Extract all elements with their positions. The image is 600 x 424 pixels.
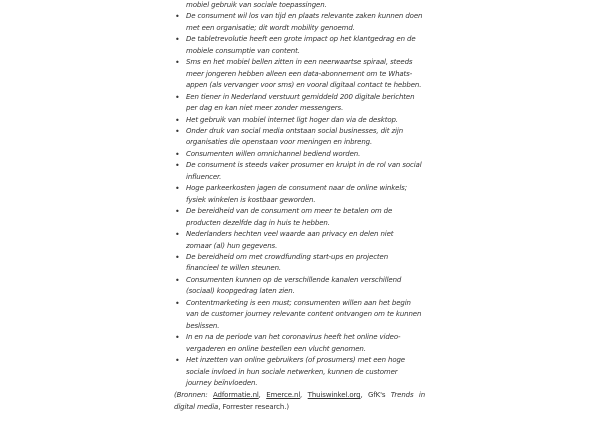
list-item: • De bereidheid om met crowdfunding start-ups en projecten financieel te willen steunen. xyxy=(174,252,425,275)
list-item-continuation: mobiel gebruik van sociale toepassingen. xyxy=(186,1,327,9)
sources-italic-title: Trends in digital media xyxy=(174,391,426,411)
sources-separator: , xyxy=(258,391,267,400)
sources-middle: , GfK's xyxy=(360,391,391,400)
sources-prefix: (Bronnen: xyxy=(174,391,213,400)
text-column xyxy=(174,0,425,413)
list-item: • De bereidheid van de consument om meer te betalen om de producten dezelfde dag in huis te hebben. xyxy=(174,206,425,229)
list-item: • De consument is steeds vaker prosumer en kruipt in de rol van social influencer. xyxy=(174,160,425,183)
list-item: • De consument wil los van tijd en plaats relevante zaken kunnen doen met een organisatie; dit wordt mobility genoemd. xyxy=(174,11,425,34)
list-item: • Het inzetten van online gebruikers (of prosumers) met een hoge sociale invloed in hun sociale netwerken, kunnen de customer journey beïnvloeden. xyxy=(174,355,425,389)
list-item: • Consumenten willen omnichannel bediend worden. xyxy=(174,149,425,160)
list-item: • De tabletrevolutie heeft een grote impact op het klantgedrag en de mobiele consumptie van content. xyxy=(174,34,425,57)
bullet-list xyxy=(174,0,425,389)
list-item: • Consumenten kunnen op de verschillende kanalen verschillend (sociaal) koopgedrag laten zien. xyxy=(174,275,425,298)
sources-suffix: , Forrester research.) xyxy=(218,402,289,411)
sources-paragraph xyxy=(174,390,425,413)
adformatie-link[interactable]: Adformatie.nl xyxy=(212,391,259,400)
list-item: • Contentmarketing is een must; consumenten willen aan het begin van de customer journey relevante content ontvangen om te kunnen beslissen. xyxy=(174,298,425,332)
list-item: • Nederlanders hechten veel waarde aan privacy en delen niet zomaar (al) hun gegevens. xyxy=(174,229,425,252)
sources-separator: , xyxy=(300,391,308,400)
list-item: • Onder druk van social media ontstaan social businesses, dit zijn organisaties die openstaan voor meningen en inbreng. xyxy=(174,126,425,149)
thuiswinkel-link[interactable]: Thuiswinkel.org xyxy=(307,391,361,400)
emerce-link[interactable]: Emerce.nl xyxy=(266,391,301,400)
list-item: • Sms en het mobiel bellen zitten in een neerwaartse spiraal, steeds meer jongeren hebben alleen een data-abonnement om te Whats- appen (als vervanger voor sms) en vooral digitaal contact te hebben. xyxy=(174,57,425,91)
list-item: • Een tiener in Nederland verstuurt gemiddeld 200 digitale berichten per dag en kan niet meer zonder messengers. xyxy=(174,92,425,115)
list-item: • Hoge parkeerkosten jagen de consument naar de online winkels; fysiek winkelen is kostbaar geworden. xyxy=(174,183,425,206)
list-item: • Het gebruik van mobiel internet ligt hoger dan via de desktop. xyxy=(174,115,425,126)
list-item: • In en na de periode van het coronavirus heeft het online video- vergaderen en online bestellen een vlucht genomen. xyxy=(174,332,425,355)
